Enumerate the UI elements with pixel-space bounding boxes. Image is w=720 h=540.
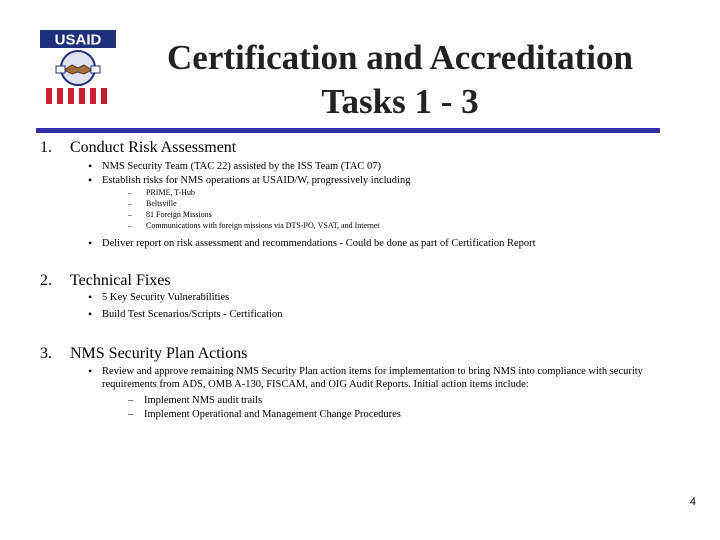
dash-marker: – — [128, 221, 132, 230]
bullet-marker: • — [88, 290, 93, 304]
section-1-subitem-2 — [128, 199, 177, 209]
subitem-text: Implement NMS audit trails — [144, 395, 263, 406]
section-2-title: Technical Fixes — [70, 272, 171, 289]
section-3-heading — [40, 345, 247, 363]
section-1-subitem-4 — [128, 221, 379, 231]
subitem-text: 81 Foreign Missions — [146, 210, 212, 219]
dash-marker: – — [128, 395, 134, 406]
bullet-marker: • — [88, 173, 93, 187]
section-2-number: 2. — [40, 272, 52, 289]
usaid-logo — [38, 28, 118, 108]
subitem-text: Beltsville — [146, 199, 177, 208]
title-line-2: Tasks 1 - 3 — [321, 82, 479, 121]
bullet-marker: • — [88, 236, 93, 250]
section-3-subitem-1 — [128, 394, 262, 407]
subitem-text: Implement Operational and Management Change Procedures — [144, 409, 401, 420]
slide-title — [140, 36, 660, 124]
section-1-number: 1. — [40, 139, 52, 156]
bullet-marker: • — [88, 364, 93, 378]
section-3-number: 3. — [40, 345, 52, 362]
bullet-text: Build Test Scenarios/Scripts - Certification — [102, 309, 283, 320]
section-1-heading — [40, 139, 236, 157]
bullet-marker: • — [88, 159, 93, 173]
title-line-1: Certification and Accreditation — [167, 38, 633, 77]
bullet-text: Deliver report on risk assessment and recommendations - Could be done as part of Certification Report — [102, 238, 536, 249]
section-3-subitem-2 — [128, 408, 401, 421]
bullet-text: NMS Security Team (TAC 22) assisted by the ISS Team (TAC 07) — [102, 161, 382, 172]
dash-marker: – — [128, 210, 132, 219]
section-1-subitem-1 — [128, 188, 195, 198]
logo-text: USAID — [54, 31, 102, 49]
bullet-marker: • — [88, 307, 93, 321]
section-3-paragraph: Review and approve remaining NMS Security Plan action items for implementation to bring NMS into compliance with security requirements from ADS, OMB A-130, FISCAM, and OIG Audit Reports. Initial action items include: — [102, 366, 643, 390]
section-1-subitem-3 — [128, 210, 212, 220]
bullet-text: 5 Key Security Vulnerabilities — [102, 292, 230, 303]
dash-marker: – — [128, 409, 134, 420]
bullet-text: Establish risks for NMS operations at USAID/W, progressively including — [102, 175, 411, 186]
subitem-text: Communications with foreign missions via DTS-PO, VSAT, and Internet — [146, 221, 380, 230]
subitem-text: PRIME, T-Hub — [146, 188, 195, 197]
section-1-title: Conduct Risk Assessment — [70, 139, 237, 156]
dash-marker: – — [128, 188, 132, 197]
page-number: 4 — [689, 496, 696, 508]
section-2-heading — [40, 272, 171, 290]
dash-marker: – — [128, 199, 132, 208]
title-divider — [36, 128, 660, 133]
section-3-title: NMS Security Plan Actions — [70, 345, 248, 362]
